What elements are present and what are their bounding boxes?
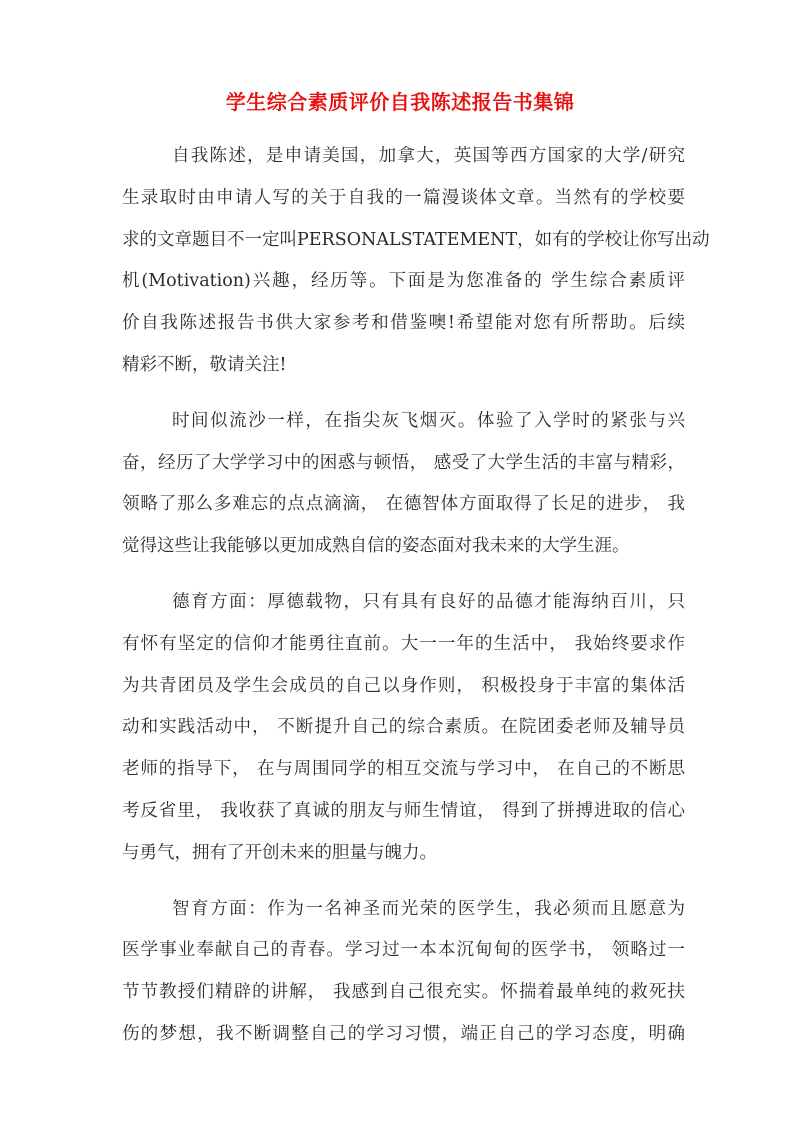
paragraph-line: 智育方面：作为一名神圣而光荣的医学生，我必须而且愿意为 xyxy=(172,898,685,919)
paragraph-line: 生录取时由申请人写的关于自我的一篇漫谈体文章。当然有的学校要 xyxy=(122,187,685,208)
paragraph-line: 领略了那么多难忘的点点滴滴， 在德智体方面取得了长足的进步， 我 xyxy=(122,494,685,515)
paragraph-line: 求的文章题目不一定叫PERSONALSTATEMENT，如有的学校让你写出动 xyxy=(122,229,710,250)
paragraph-line: 自我陈述，是申请美国，加拿大，英国等西方国家的大学/研究 xyxy=(172,146,685,166)
paragraph-line: 医学事业奉献自己的青春。学习过一本本沉甸甸的医学书， 领略过一 xyxy=(122,940,685,961)
document-body xyxy=(122,136,710,1070)
paragraph xyxy=(122,136,710,387)
paragraph-line: 机(Motivation)兴趣，经历等。下面是为您准备的 学生综合素质评 xyxy=(122,271,685,292)
paragraph-line: 价自我陈述报告书供大家参考和借鉴噢!希望能对您有所帮助。后续 xyxy=(122,313,685,334)
paragraph-line: 伤的梦想，我不断调整自己的学习习惯，端正自己的学习态度，明确 xyxy=(122,1023,685,1044)
paragraph-line: 为共青团员及学生会成员的自己以身作则， 积极投身于丰富的集体活 xyxy=(122,675,685,696)
paragraph-line: 与勇气，拥有了开创未来的胆量与魄力。 xyxy=(122,842,437,863)
paragraph xyxy=(122,889,685,1056)
paragraph-line: 老师的指导下， 在与周围同学的相互交流与学习中， 在自己的不断思 xyxy=(122,759,685,780)
document-title: 学生综合素质评价自我陈述报告书集锦 xyxy=(225,90,575,114)
paragraph-line: 节节教授们精辟的讲解， 我感到自己很充实。怀揣着最单纯的救死扶 xyxy=(122,982,685,1003)
paragraph-line: 动和实践活动中， 不断提升自己的综合素质。在院团委老师及辅导员 xyxy=(122,717,685,738)
paragraph-line: 奋，经历了大学学习中的困惑与顿悟， 感受了大学生活的丰富与精彩， xyxy=(122,452,685,473)
paragraph-line: 考反省里， 我收获了真诚的朋友与师生情谊， 得到了拼搏进取的信心 xyxy=(122,800,685,821)
paragraph-line: 精彩不断，敬请关注! xyxy=(122,354,287,375)
paragraph xyxy=(122,582,685,875)
paragraph-line: 有怀有坚定的信仰才能勇往直前。大一一年的生活中， 我始终要求作 xyxy=(122,633,685,654)
paragraph-line: 时间似流沙一样，在指尖灰飞烟灭。体验了入学时的紧张与兴 xyxy=(172,410,685,431)
paragraph-line: 德育方面：厚德载物，只有具有良好的品德才能海纳百川，只 xyxy=(172,591,685,612)
paragraph-line: 觉得这些让我能够以更加成熟自信的姿态面对我未来的大学生涯。 xyxy=(122,536,630,557)
paragraph xyxy=(122,401,685,568)
